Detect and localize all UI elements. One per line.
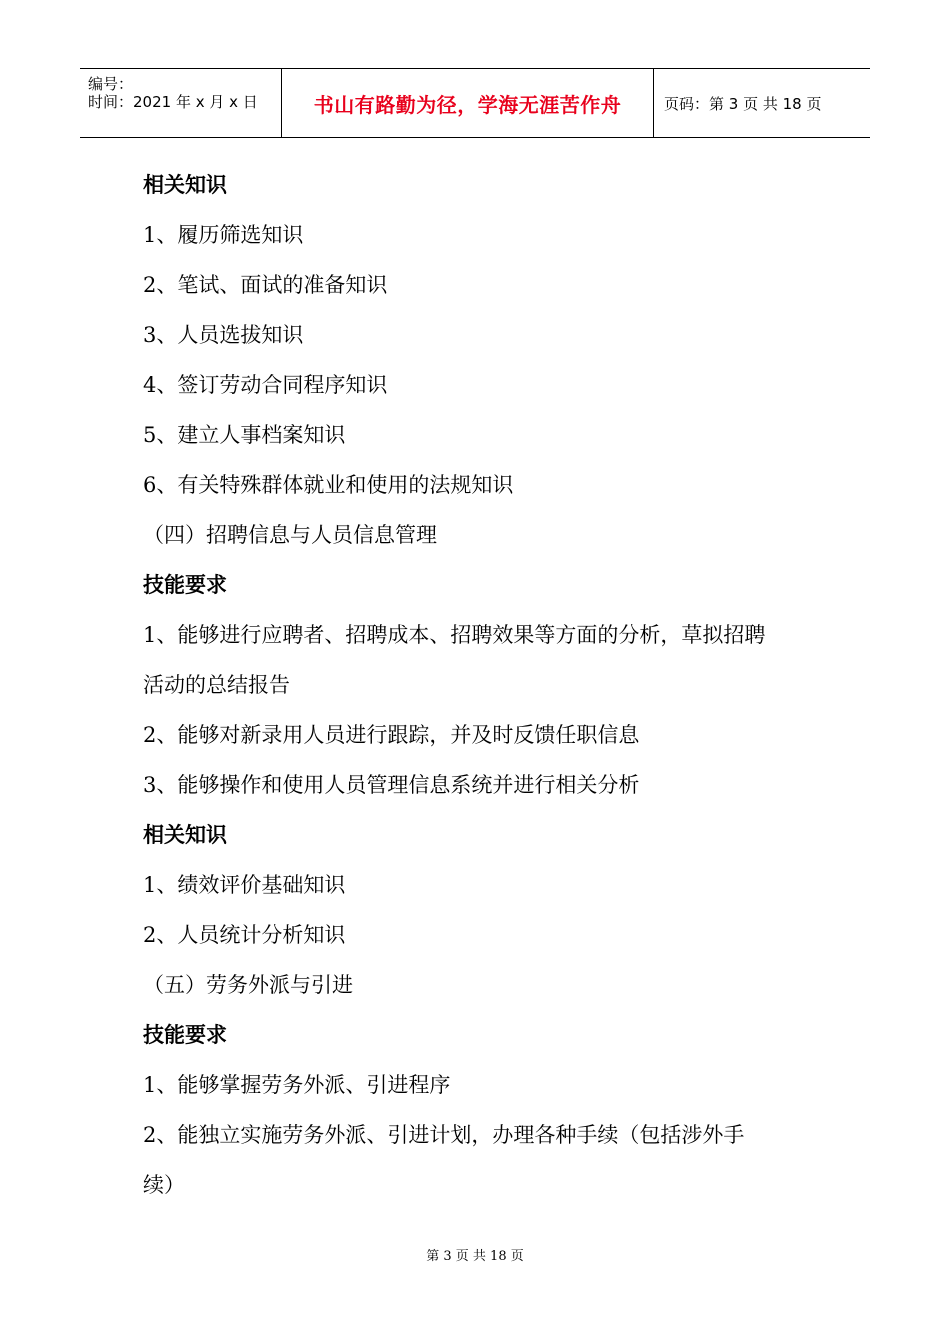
footer-page-number: 第 3 页 共 18 页 — [426, 1249, 524, 1264]
list-item: 4、签订劳动合同程序知识 — [143, 373, 388, 397]
section-heading: 相关知识 — [143, 823, 227, 847]
subsection-title: （四）招聘信息与人员信息管理 — [143, 523, 437, 547]
section-heading: 技能要求 — [143, 1023, 227, 1047]
document-date: 时间：2021 年 x 月 x 日 — [88, 93, 258, 111]
page-footer — [0, 1245, 950, 1264]
section-heading: 技能要求 — [143, 573, 227, 597]
document-number: 编号： — [88, 75, 134, 93]
list-item: 2、能够对新录用人员进行跟踪，并及时反馈任职信息 — [143, 723, 640, 747]
list-item-continuation: 活动的总结报告 — [143, 673, 290, 697]
list-item-continuation: 续） — [143, 1173, 185, 1197]
header-motto-cell — [282, 69, 654, 137]
list-item: 1、履历筛选知识 — [143, 223, 304, 247]
list-item: 2、笔试、面试的准备知识 — [143, 273, 388, 297]
list-item: 6、有关特殊群体就业和使用的法规知识 — [143, 473, 514, 497]
list-item: 1、能够掌握劳务外派、引进程序 — [143, 1073, 451, 1097]
page-header — [80, 68, 870, 138]
list-item: 2、能独立实施劳务外派、引进计划，办理各种手续（包括涉外手 — [143, 1123, 745, 1147]
header-motto: 书山有路勤为径，学海无涯苦作舟 — [313, 92, 622, 117]
list-item: 3、能够操作和使用人员管理信息系统并进行相关分析 — [143, 773, 640, 797]
list-item: 1、绩效评价基础知识 — [143, 873, 346, 897]
subsection-title: （五）劳务外派与引进 — [143, 973, 353, 997]
header-page-cell — [654, 69, 870, 137]
list-item: 3、人员选拔知识 — [143, 323, 304, 347]
list-item: 1、能够进行应聘者、招聘成本、招聘效果等方面的分析，草拟招聘 — [143, 623, 766, 647]
header-info-cell — [80, 69, 282, 137]
list-item: 5、建立人事档案知识 — [143, 423, 346, 447]
list-item: 2、人员统计分析知识 — [143, 923, 346, 947]
header-page-number: 页码：第 3 页 共 18 页 — [664, 94, 822, 113]
section-heading: 相关知识 — [143, 173, 227, 197]
